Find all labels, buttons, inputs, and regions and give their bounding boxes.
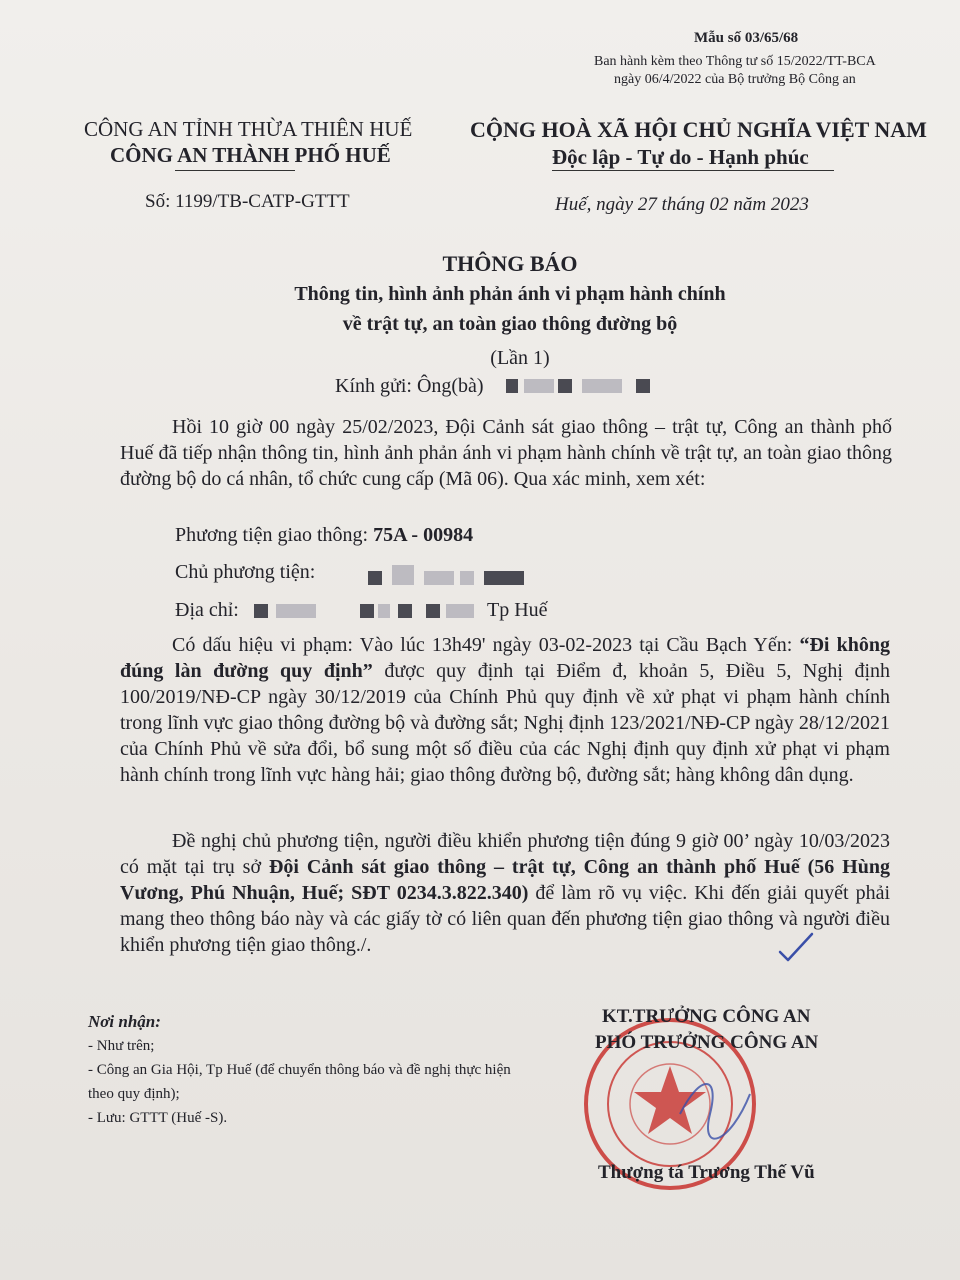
- redacted-address: [378, 604, 390, 618]
- redacted-address: [446, 604, 474, 618]
- signer-name: Thượng tá Trương Thế Vũ: [598, 1162, 815, 1183]
- redacted-address: [276, 604, 316, 618]
- receivers-heading: Nơi nhận:: [88, 1012, 161, 1031]
- office-address: Đội Cảnh sát giao thông – trật tự, Công an thành phố Huế (56 Hùng Vương, Phú Nhuận, Huế; SĐT 0234.3.822.340): [120, 856, 890, 904]
- paragraph-intro: Hồi 10 giờ 00 ngày 25/02/2023, Đội Cảnh sát giao thông – trật tự, Công an thành phố Huế đã tiếp nhận thông tin, hình ảnh phản ánh vi phạm hành chính về trật tự, an toàn giao thông đường bộ do cá nhân, tổ chức cung cấp (Mã 06). Qua xác minh, xem xét:: [120, 416, 892, 490]
- violation-name: “Đi không đúng làn đường quy định”: [120, 634, 890, 682]
- issued-note-line2: ngày 06/4/2022 của Bộ trưởng Bộ Công an: [614, 72, 856, 87]
- document-number: Số: 1199/TB-CATP-GTTT: [145, 191, 350, 212]
- paragraph-violation: Có dấu hiệu vi phạm: Vào lúc 13h49' ngày 03-02-2023 tại Cầu Bạch Yến: “Đi không đúng làn đường quy định” được quy định tại Điểm đ, khoản 5, Điều 5, Nghị định 100/2019/NĐ-CP ngày 30/12/2019 của Chính Phủ quy định về xử phạt vi phạm hành chính trong lĩnh vực giao thông đường bộ và đường sắt; Nghị định 123/2021/NĐ-CP ngày 28/12/2021 của Chính Phủ về sửa đổi, bổ sung một số điều của các Nghị định quy định xử phạt vi phạm hành chính trong lĩnh vực hàng hải; giao thông đường bộ, đường sắt; hàng không dân dụng.: [120, 634, 890, 786]
- redacted-owner: [460, 571, 474, 585]
- redacted-owner: [424, 571, 454, 585]
- agency-parent: CÔNG AN TỈNH THỪA THIÊN HUẾ: [84, 117, 413, 141]
- receiver-item: - Lưu: GTTT (Huế -S).: [88, 1110, 228, 1126]
- address-city: Tp Huế: [487, 599, 548, 621]
- agency-underline: [175, 170, 295, 171]
- redacted-name: [506, 379, 518, 393]
- redacted-name: [582, 379, 622, 393]
- redacted-name: [558, 379, 572, 393]
- document-title: THÔNG BÁO: [442, 251, 578, 276]
- pen-check-icon: [776, 930, 816, 964]
- redacted-owner: [392, 565, 414, 585]
- paragraph-request: Đề nghị chủ phương tiện, người điều khiển phương tiện đúng 9 giờ 00’ ngày 10/03/2023 có mặt tại trụ sở Đội Cảnh sát giao thông – trật tự, Công an thành phố Huế (56 Hùng Vương, Phú Nhuận, Huế; SĐT 0234.3.822.340) để làm rõ vụ việc. Khi đến giải quyết phải mang theo thông báo này và các giấy tờ có liên quan đến phương tiện giao thông và người điều khiển phương tiện giao thông./.: [120, 830, 890, 956]
- redacted-owner: [484, 571, 524, 585]
- receiver-item: - Như trên;: [88, 1038, 155, 1054]
- recipient-label: Kính gửi: Ông(bà): [335, 375, 484, 397]
- vehicle-label: Phương tiện giao thông:: [175, 524, 369, 546]
- vehicle-field: [175, 524, 473, 547]
- agency-name: CÔNG AN THÀNH PHỐ HUẾ: [110, 143, 391, 167]
- receivers-list: [88, 1010, 528, 1130]
- receiver-item: - Công an Gia Hội, Tp Huế (để chuyển thông báo và đề nghị thực hiện theo quy định);: [88, 1062, 511, 1102]
- attempt-number: (Lần 1): [490, 347, 550, 369]
- owner-label: Chủ phương tiện:: [175, 561, 316, 583]
- redacted-name: [636, 379, 650, 393]
- signature-title-line1: KT.TRƯỞNG CÔNG AN: [602, 1006, 811, 1027]
- national-motto: Độc lập - Tự do - Hạnh phúc: [552, 145, 809, 169]
- redacted-address: [360, 604, 374, 618]
- place-and-date: Huế, ngày 27 tháng 02 năm 2023: [555, 194, 809, 215]
- document-subtitle-line2: về trật tự, an toàn giao thông đường bộ: [342, 313, 678, 335]
- vehicle-plate: 75A - 00984: [373, 524, 474, 546]
- redacted-address: [254, 604, 268, 618]
- form-number: Mẫu số 03/65/68: [694, 30, 799, 46]
- motto-underline: [552, 170, 834, 171]
- redacted-owner: [368, 571, 382, 585]
- redacted-address: [426, 604, 440, 618]
- nation-title: CỘNG HOÀ XÃ HỘI CHỦ NGHĨA VIỆT NAM: [470, 117, 927, 142]
- address-label: Địa chỉ:: [175, 599, 239, 621]
- issued-note-line1: Ban hành kèm theo Thông tư số 15/2022/TT-BCA: [594, 54, 876, 69]
- redacted-name: [524, 379, 554, 393]
- signature-title-line2: PHÓ TRƯỞNG CÔNG AN: [595, 1032, 819, 1053]
- redacted-address: [398, 604, 412, 618]
- document-subtitle-line1: Thông tin, hình ảnh phản ánh vi phạm hành chính: [294, 283, 726, 305]
